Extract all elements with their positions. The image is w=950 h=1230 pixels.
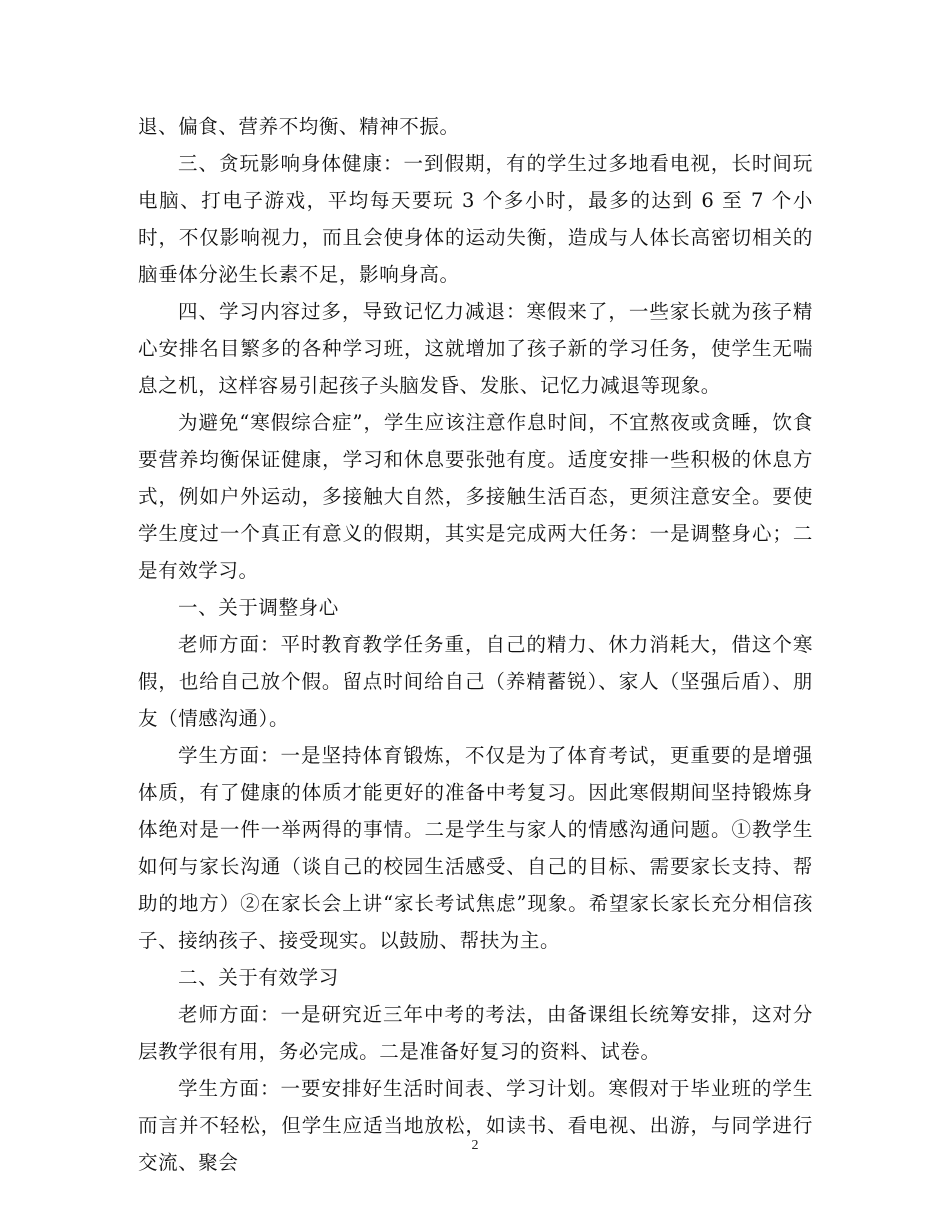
paragraph-10: 学生方面：一要安排好生活时间表、学习计划。寒假对于毕业班的学生而言并不轻松，但学生应适当地放松，如读书、看电视、出游，与同学进行交流、聚会 — [138, 1077, 813, 1174]
paragraph-2: 三、贪玩影响身体健康：一到假期，有的学生过多地看电视，长时间玩电脑、打电子游戏，平均每天要玩 3 个多小时，最多的达到 6 至 7 个小时，不仅影响视力，而且会使身体的运动失衡，造成与人体长高密切相关的脑垂体分泌生长素不足，影响身高。 — [138, 152, 813, 286]
page-number: 2 — [471, 1138, 479, 1153]
paragraph-3: 四、学习内容过多，导致记忆力减退：寒假来了，一些家长就为孩子精心安排名目繁多的各种学习班，这就增加了孩子新的学习任务，使学生无喘息之机，这样容易引起孩子头脑发昏、发胀、记忆力减退等现象。 — [138, 300, 813, 397]
paragraph-7: 学生方面：一是坚持体育锻炼，不仅是为了体育考试，更重要的是增强体质，有了健康的体质才能更好的准备中考复习。因此寒假期间坚持锻炼身体绝对是一件一举两得的事情。二是学生与家人的情感沟通问题。①教学生如何与家长沟通（谈自己的校园生活感受、自己的目标、需要家长支持、帮助的地方）②在家长会上讲“家长考试焦虑”现象。希望家长家长充分相信孩子、接纳孩子、接受现实。以鼓励、帮扶为主。 — [138, 744, 813, 952]
section-heading-1: 一、关于调整身心 — [178, 596, 339, 619]
document-body — [138, 108, 813, 1181]
paragraph-1: 退、偏食、营养不均衡、精神不振。 — [138, 115, 460, 138]
paragraph-6: 老师方面：平时教育教学任务重，自己的精力、休力消耗大，借这个寒假，也给自己放个假。留点时间给自己（养精蓄锐）、家人（坚强后盾）、朋友（情感沟通）。 — [138, 633, 813, 730]
paragraph-9: 老师方面：一是研究近三年中考的考法，由备课组长统筹安排，这对分层教学很有用，务必完成。二是准备好复习的资料、试卷。 — [138, 1003, 813, 1063]
paragraph-4: 为避免“寒假综合症”，学生应该注意作息时间，不宜熬夜或贪睡，饮食要营养均衡保证健康，学习和休息要张弛有度。适度安排一些积极的休息方式，例如户外运动，多接触大自然，多接触生活百态，更须注意安全。要使学生度过一个真正有意义的假期，其实是完成两大任务：一是调整身心；二是有效学习。 — [138, 411, 813, 582]
section-heading-2: 二、关于有效学习 — [178, 966, 339, 989]
